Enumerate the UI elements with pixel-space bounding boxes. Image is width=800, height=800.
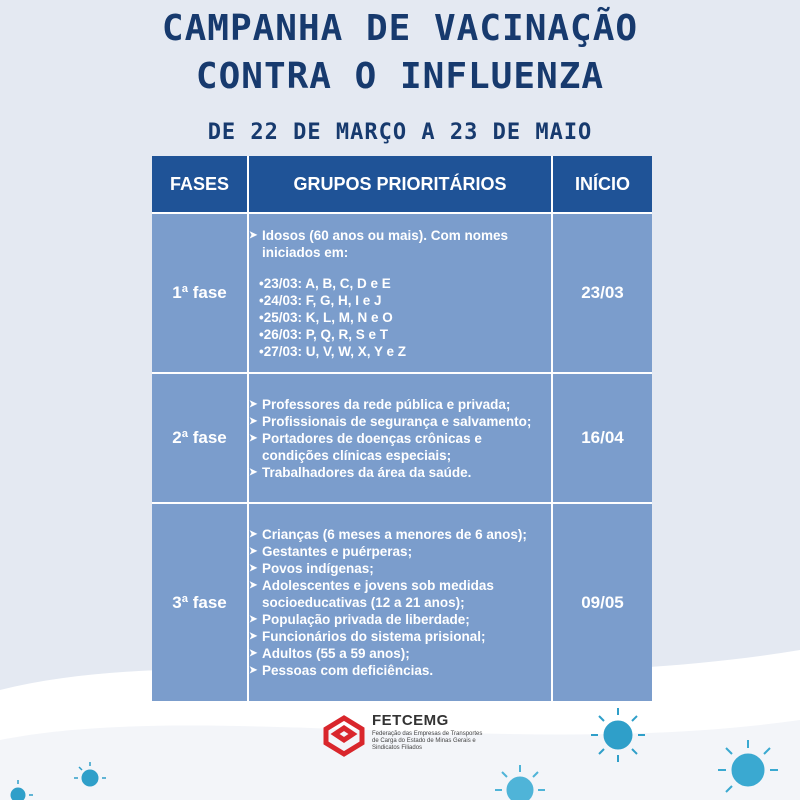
subgroup-item: • 26/03: P, Q, R, S e T [259, 326, 551, 343]
table-header-row [152, 156, 652, 213]
phase-cell: 1ª fase [152, 213, 248, 373]
table-row [152, 373, 652, 503]
group-item: ➤ Idosos (60 anos ou mais). Com nomes iniciados em: [249, 227, 551, 261]
group-item: ➤ Portadores de doenças crônicas e condições clínicas especiais; [249, 430, 551, 464]
subgroup-item: • 23/03: A, B, C, D e E [259, 275, 551, 292]
group-item: ➤ Profissionais de segurança e salvamento; [249, 413, 551, 430]
vaccination-schedule-table [152, 156, 652, 701]
start-date-cell: 23/03 [552, 213, 652, 373]
groups-cell [248, 503, 552, 701]
group-item: ➤ Trabalhadores da área da saúde. [249, 464, 551, 481]
logo-description: Federação das Empresas de Transportes de Carga do Estado de Minas Gerais e Sindicatos Filiados [372, 731, 483, 751]
group-item: ➤ Professores da rede pública e privada; [249, 396, 551, 413]
page-title-line1: CAMPANHA DE VACINAÇÃO [161, 8, 639, 49]
subgroup-item: • 27/03: U, V, W, X, Y e Z [259, 343, 551, 360]
group-item: ➤ Povos indígenas; [249, 560, 551, 577]
group-item: ➤ Adultos (55 a 59 anos); [249, 645, 551, 662]
campaign-dates: DE 22 DE MARÇO A 23 DE MAIO [207, 120, 593, 145]
groups-cell [248, 213, 552, 373]
fetcemg-logo-icon [322, 714, 366, 758]
group-item: ➤ Funcionários do sistema prisional; [249, 628, 551, 645]
group-item: ➤ Adolescentes e jovens sob medidas socioeducativas (12 a 21 anos); [249, 577, 551, 611]
table-row [152, 213, 652, 373]
group-item: ➤ População privada de liberdade; [249, 611, 551, 628]
group-item: ➤ Gestantes e puérperas; [249, 543, 551, 560]
start-date-cell: 16/04 [552, 373, 652, 503]
group-item: ➤ Pessoas com deficiências. [249, 662, 551, 679]
table-row [152, 503, 652, 701]
logo-name: FETCEMG [372, 712, 449, 729]
page-title-line2: CONTRA O INFLUENZA [195, 56, 605, 97]
phase-cell: 2ª fase [152, 373, 248, 503]
group-item: ➤ Crianças (6 meses a menores de 6 anos); [249, 526, 551, 543]
groups-cell [248, 373, 552, 503]
subgroup-item: • 24/03: F, G, H, I e J [259, 292, 551, 309]
phase-cell: 3ª fase [152, 503, 248, 701]
header-priority-groups: GRUPOS PRIORITÁRIOS [248, 156, 552, 213]
header-phases: FASES [152, 156, 248, 213]
subgroup-item: • 25/03: K, L, M, N e O [259, 309, 551, 326]
start-date-cell: 09/05 [552, 503, 652, 701]
header-start: INÍCIO [552, 156, 652, 213]
fetcemg-logo [322, 712, 482, 760]
